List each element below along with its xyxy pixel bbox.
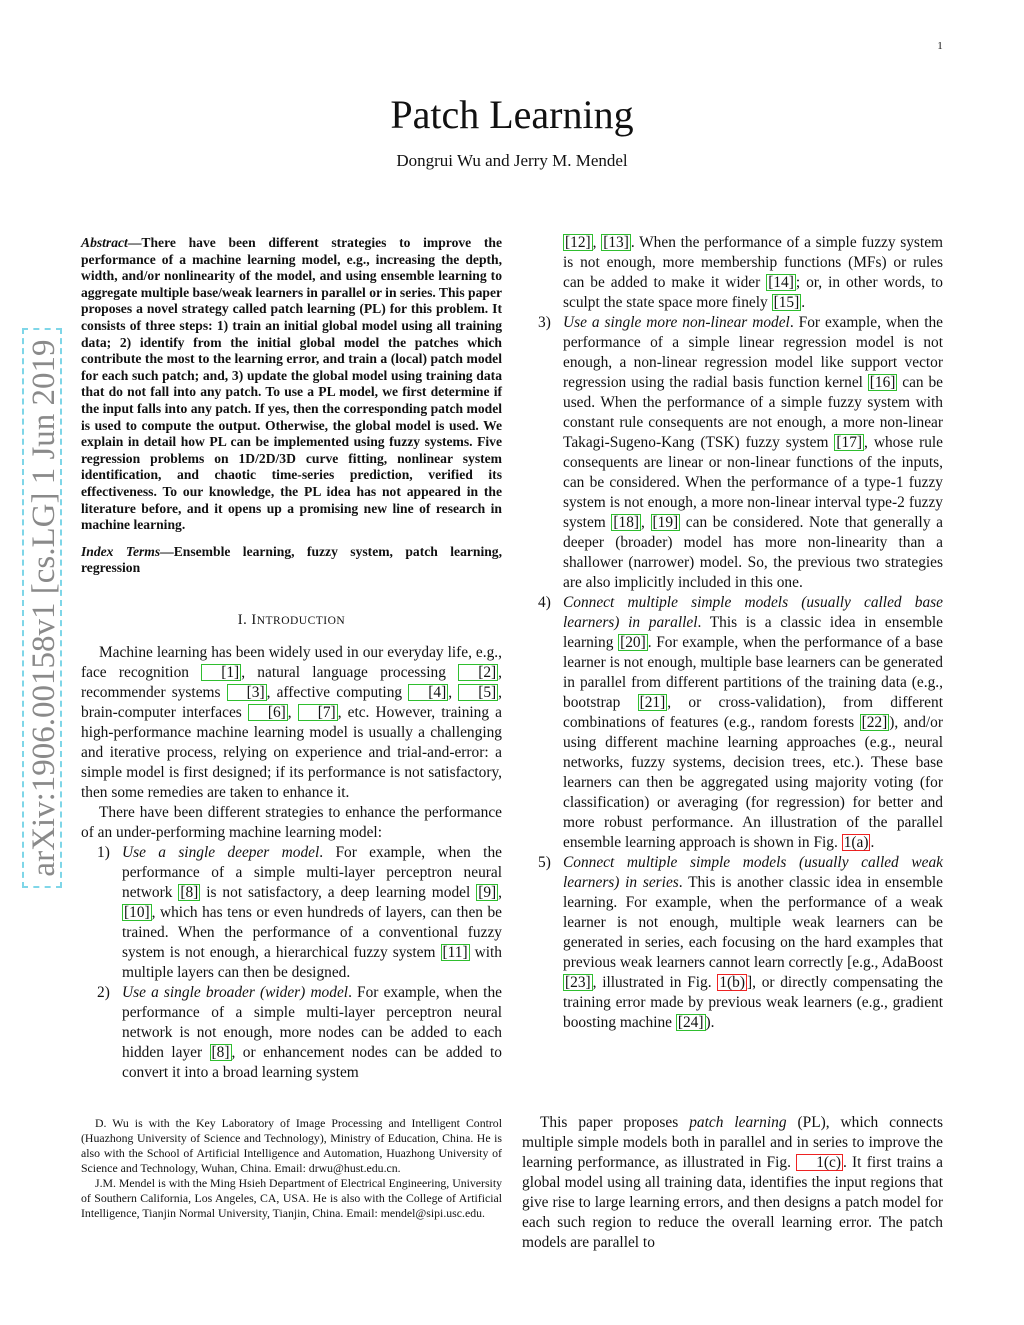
footnote-mendel: J.M. Mendel is with the Ming Hsieh Department of Electrical Engineering, University of Southern California, Los Angeles, CA, USA. He is also with the College of Artificial Intelligence, Tianjin Normal University, Tianjin, China. Email: mendel@sipi.usc.edu. xyxy=(81,1176,502,1220)
author-footnotes xyxy=(81,1116,502,1221)
arxiv-stamp[interactable]: arXiv:1906.00158v1 [cs.LG] 1 Jun 2019 xyxy=(22,328,62,888)
citation-link[interactable]: [7] xyxy=(298,704,338,721)
index-terms-text: —Ensemble learning, fuzzy system, patch learning, regression xyxy=(81,543,502,576)
citation-link[interactable]: [24] xyxy=(677,1014,704,1031)
abstract-lead: Abstract xyxy=(81,235,128,250)
list-item: 2) Use a single broader (wider) model. For example, when the performance of a simple multi-layer perceptron neural network is not enough, more nodes can be added to each hidden layer [8] , or enhancement nodes can be added to convert it into a broad learning system xyxy=(97,983,503,1081)
right-column xyxy=(522,233,943,1033)
citation-link[interactable]: [11] xyxy=(442,943,468,961)
list-item: 5) Connect multiple simple models (usually called weak learners) in series. This is another classic idea in ensemble learning. For example, when the performance of a weak learner is not enough, multiple weak learners can be generated in series, each focusing on the hard examples that previous weak learners cannot learn correctly [e.g., AdaBoost [23] , illustrated in Fig. 1(b) ], or directly compensating the training error made by previous weak learners (e.g., gradient boosting machine [24] ). xyxy=(538,854,944,1031)
section-heading-introduction: I. INTRODUCTION xyxy=(237,611,346,628)
list-item: 3) Use a single more non-linear model. For example, when the performance of a simple linear regression model is not enough, a non-linear regression model like support vector regression using the radial basis function kernel [16] can be used. When the performance of a simple fuzzy system with constant rule consequents are not enough, a more non-linear Takagi-Sugeno-Kang (TSK) fuzzy system [17] , whose rule consequents are linear or non-linear functions of the inputs, can be considered. When the performance of a type-1 fuzzy system is not enough, a more non-linear interval type-2 fuzzy system [18] , [19] can be considered. Note that generally a deeper (broader) model has more non-linearity than a shallower (narrower) model. So, the previous two strategies are also implicitly included in this one. xyxy=(538,314,944,591)
citation-link[interactable]: [13] xyxy=(603,234,629,251)
citation-link[interactable]: [8] xyxy=(180,883,199,901)
citation-link[interactable]: [2] xyxy=(458,664,498,681)
citation-link[interactable]: [14] xyxy=(768,274,794,291)
index-terms xyxy=(81,544,502,577)
citation-link[interactable]: [15] xyxy=(773,294,800,311)
paper-authors: Dongrui Wu and Jerry M. Mendel xyxy=(396,151,628,170)
citation-link[interactable]: [18] xyxy=(613,514,640,531)
abstract xyxy=(81,235,502,534)
abstract-text: —There have been different strategies to improve the performance of a machine learning model, e.g., increasing the depth, width, and/or nonlinearity of the model, and using ensemble learning to aggregate multiple base/weak learners in parallel or in series. This paper proposes a novel strategy called patch learning (PL) for this problem. It consists of three steps: 1) train an initial global model using all training data; 2) identify from the initial global model the patches which contribute the most to the learning error, and train a (local) patch model for each such patch; and, 3) update the global model using training data that do not fall into any patch. To use a PL model, we first determine if the input falls into any patch. If yes, then the corresponding patch model is used to compute the output. Otherwise, the global model is used. We explain in detail how PL can be implemented using fuzzy systems. Five regression problems on 1D/2D/3D curve fitting, nonlinear system identification, and chaotic time-series prediction, verified its effectiveness. To our knowledge, the PL idea has not appeared in the literature before, and it opens up a promising new line of research in machine learning. xyxy=(81,235,503,533)
list-item-continued: [12] , [13] . When the performance of a simple fuzzy system is not enough, more membership functions (MFs) or rules can be added to make it wider [14] ; or, in other words, to sculpt the state space more finely [15] . xyxy=(563,234,944,311)
list-item: 1) Use a single deeper model. For example, when the performance of a simple multi-layer perceptron neural network [8] is not satisfactory, a deep learning model [9] , [10] , which has tens or even hundreds of layers, can then be trained. When the performance of a conventional fuzzy system is not enough, a hierarchical fuzzy system [11] with multiple layers can then be designed. xyxy=(97,843,503,981)
paper-title: Patch Learning xyxy=(390,92,634,137)
citation-link[interactable]: [20] xyxy=(620,634,646,651)
citation-link[interactable]: [21] xyxy=(639,694,666,711)
citation-link[interactable]: [12] xyxy=(565,234,591,251)
citation-link[interactable]: [1] xyxy=(201,664,241,681)
intro-paragraph-1: Machine learning has been widely used in our everyday life, e.g., face recognition [1] , natural language processing [2] , recommender systems [3] , affective computing [4] , [5] , brain-computer interfaces [6] , [7] , etc. However, training a high-performance machine learning model is usually a challenging and iterative process, relying on experience and trial-and-error: a simple model is first designed; if its performance is not satisfactory, then some remedies are taken to enhance it. xyxy=(81,643,503,801)
citation-link[interactable]: [16] xyxy=(869,374,896,391)
strategy-list-continued xyxy=(522,233,943,1033)
page-number: 1 xyxy=(937,40,943,52)
citation-link[interactable]: [22] xyxy=(861,714,888,731)
figure-link[interactable]: 1(a) xyxy=(843,834,869,851)
citation-link[interactable]: [9] xyxy=(478,883,497,901)
left-column xyxy=(81,235,502,1083)
intro-paragraph-2: There have been different strategies to enhance the performance of an under-performing machine learning model: xyxy=(81,803,502,841)
figure-link[interactable]: 1(c) xyxy=(796,1154,843,1171)
strategy-list xyxy=(81,843,502,1083)
index-terms-lead: Index Terms xyxy=(81,543,161,559)
citation-link[interactable]: [8] xyxy=(211,1043,230,1061)
figure-link[interactable]: 1(b) xyxy=(719,974,745,991)
footnote-wu: D. Wu is with the Key Laboratory of Image Processing and Intelligent Control (Huazhong University of Science and Technology), Ministry of Education, China. He is also with the School of Artificial Intelligence and Automation, Huazhong University of Science and Technology, Wuhan, China. Email: drwu@hust.edu.cn. xyxy=(81,1116,502,1175)
citation-link[interactable]: [5] xyxy=(458,684,498,701)
pl-paragraph: This paper proposes patch learning (PL), which connects multiple simple models both in parallel and in series to improve the learning performance, as illustrated in Fig. 1(c) . It first trains a global model using all training data, identifies the input regions that give rise to large learning errors, and then designs a patch model for each such region to reduce the overall learning error. The patch models are parallel to xyxy=(522,1114,943,1251)
citation-link[interactable]: [23] xyxy=(565,974,591,991)
citation-link[interactable]: [4] xyxy=(408,684,448,701)
citation-link[interactable]: [6] xyxy=(248,704,288,721)
citation-link[interactable]: [10] xyxy=(124,903,150,921)
citation-link[interactable]: [17] xyxy=(836,434,863,451)
list-item: 4) Connect multiple simple models (usually called base learners) in parallel. This is a classic idea in ensemble learning [20] . For example, when the performance of a base learner is not enough, multiple base learners can be generated in parallel from different partitions of the training data (e.g., bootstrap [21] , or cross-validation), from different combinations of features (e.g., random forests [22] ), and/or using different machine learning approaches (e.g., neural networks, fuzzy systems, decision trees, etc.). These base learners can then be aggregated using majority voting (for classification) or averaging (for regression) for better and more robust performance. An illustration of the parallel ensemble learning approach is shown in Fig. 1(a) . xyxy=(538,594,944,851)
citation-link[interactable]: [3] xyxy=(227,684,267,701)
citation-link[interactable]: [19] xyxy=(652,514,679,531)
